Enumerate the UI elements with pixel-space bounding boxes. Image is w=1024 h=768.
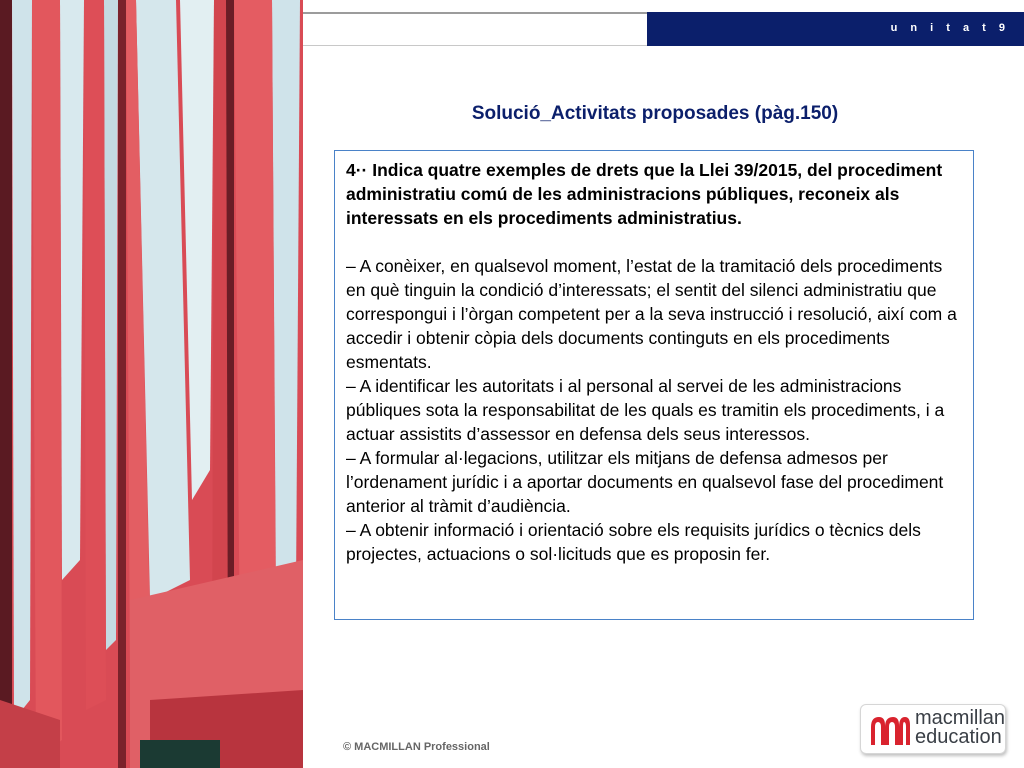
answer-item: – A formular al·legacions, utilitzar els mitjans de defensa admesos per l’ordenament jurídic i a aportar documents en qualsevol fase del procediment anterior al tràmit d’audiència. xyxy=(346,448,944,516)
folders-photo-art xyxy=(0,0,303,768)
unit-header-bar xyxy=(647,12,1024,46)
answer-item: – A obtenir informació i orientació sobre els requisits jurídics o tècnics dels projectes, actuacions o sol·licituds que es proposin fer. xyxy=(346,520,921,564)
macmillan-education-logo xyxy=(860,704,1006,754)
question-text: 4·· Indica quatre exemples de drets que la Llei 39/2015, del procediment administratiu comú de les administracions públiques, reconeix als interessats en els procediments administratius. xyxy=(346,160,943,228)
answer-item: – A identificar les autoritats i al personal al servei de les administracions públiques sota la responsabilitat de les quals es tramitin els procediments, i a actuar assistits d’assessor en defensa dels seus interessos. xyxy=(346,376,945,444)
macmillan-logo-icon xyxy=(869,713,911,747)
answer-item: – A conèixer, en qualsevol moment, l’estat de la tramitació dels procediments en què tinguin la condició d’interessats; el sentit del silenci administratiu que correspongui i l’òrgan competent per a la seva instrucció i resolució, així com a accedir i obtenir còpia dels documents continguts en els procediments esmentats. xyxy=(346,256,957,372)
folders-photo xyxy=(0,0,303,768)
logo-line-2: education xyxy=(915,726,1002,748)
unit-label: u n i t a t 9 xyxy=(890,22,1010,34)
slide-title: Solució_Activitats proposades (pàg.150) xyxy=(471,103,839,124)
header-rule xyxy=(303,12,648,46)
logo-line-1: macmillan xyxy=(915,707,1006,729)
answer-box xyxy=(334,150,974,620)
copyright-text: © MACMILLAN Professional xyxy=(343,741,490,753)
logo-wordmark xyxy=(915,709,1005,747)
